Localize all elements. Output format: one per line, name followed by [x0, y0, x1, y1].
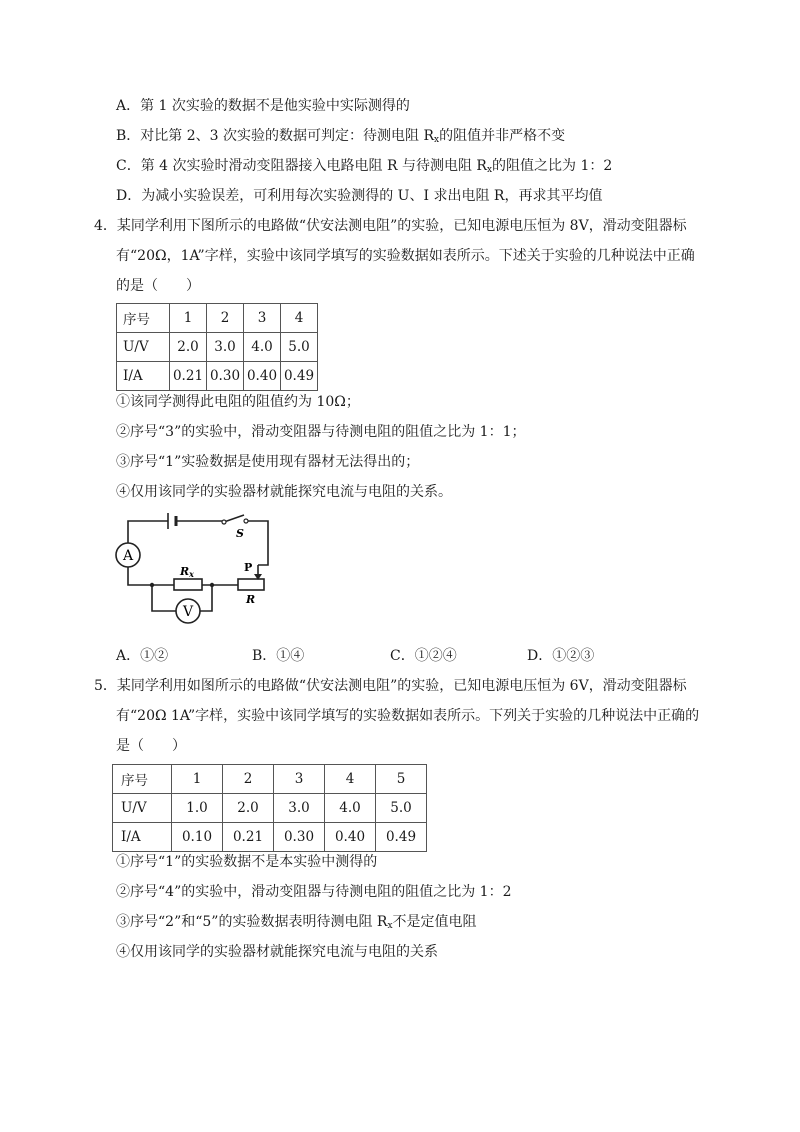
q4-stem-line1: 4．某同学利用下图所示的电路做“伏安法测电阻”的实验，已知电源电压恒为 8V，滑动变阻器标 [94, 218, 687, 234]
slider-label: P [244, 561, 253, 574]
table-cell: U/V [117, 333, 170, 362]
table-cell: 3.0 [274, 794, 325, 823]
q5-stem-line3: 是（ ） [116, 738, 186, 754]
table-cell: 1 [170, 304, 207, 333]
table-cell: 序号 [117, 304, 170, 333]
table-cell: 0.30 [207, 362, 244, 391]
q4-statement-4: ④仅用该同学的实验器材就能探究电流与电阻的关系。 [116, 484, 452, 500]
q4-statement-2: ②序号“3”的实验中，滑动变阻器与待测电阻的阻值之比为 1：1； [116, 424, 526, 440]
table-row-header [117, 304, 318, 333]
table-row-header [113, 765, 427, 794]
table-cell: 0.49 [376, 823, 427, 852]
q5-statement-3-text-end: 不是定值电阻 [392, 914, 477, 930]
table-cell: 序号 [113, 765, 172, 794]
q4-data-table [116, 303, 318, 391]
q4-statement-3: ③序号“1”实验数据是使用现有器材无法得出的； [116, 454, 420, 470]
table-cell: 1.0 [172, 794, 223, 823]
table-row-current [113, 823, 427, 852]
q4-stem-line2: 有“20Ω，1A”字样，实验中该同学填写的实验数据如表所示。下述关于实验的几种说法中正确 [116, 248, 695, 264]
rx-subscript: x [189, 569, 194, 579]
rheostat-label: R [246, 593, 256, 606]
table-cell: 3 [244, 304, 281, 333]
table-cell: 0.10 [172, 823, 223, 852]
q5-stem-line2: 有“20Ω 1A”字样，实验中该同学填写的实验数据如表所示。下列关于实验的几种说法中正确的 [116, 708, 700, 724]
option-c-text-end: 的阻值之比为 1：2 [492, 158, 613, 174]
table-cell: 4.0 [244, 333, 281, 362]
ammeter-label: A [122, 548, 134, 564]
table-cell: 4.0 [325, 794, 376, 823]
table-cell: 0.40 [244, 362, 281, 391]
table-cell: I/A [117, 362, 170, 391]
circuit-diagram [100, 505, 280, 630]
q5-statement-3 [116, 912, 477, 936]
table-cell: 4 [325, 765, 376, 794]
table-cell: 2 [207, 304, 244, 333]
table-cell: 2.0 [170, 333, 207, 362]
q4-choice-d: D．①②③ [527, 648, 595, 664]
q4-choice-b: B．①④ [252, 648, 305, 664]
option-d-prev: D．为减小实验误差，可利用每次实验测得的 U、I 求出电阻 R，再求其平均值 [116, 188, 603, 204]
table-cell: 4 [281, 304, 318, 333]
table-cell: 3 [274, 765, 325, 794]
q4-stem-line3: 的是（ ） [116, 278, 200, 294]
option-c-text: C．第 4 次实验时滑动变阻器接入电路电阻 R 与待测电阻 R [116, 158, 487, 174]
table-cell: U/V [113, 794, 172, 823]
table-cell: 5 [376, 765, 427, 794]
q5-statement-3-text: ③序号“2”和“5”的实验数据表明待测电阻 R [116, 914, 388, 930]
rx-letter: R [180, 565, 190, 578]
option-b-prev [116, 126, 565, 150]
table-cell: 2 [223, 765, 274, 794]
voltmeter-label: V [182, 604, 194, 620]
table-row-voltage [117, 333, 318, 362]
option-c-subscript: x [486, 165, 493, 175]
q5-statement-4: ④仅用该同学的实验器材就能探究电流与电阻的关系 [116, 944, 438, 960]
table-cell: 5.0 [281, 333, 318, 362]
q4-choice-c: C．①②④ [390, 648, 457, 664]
option-b-text: B．对比第 2、3 次实验的数据可判定：待测电阻 R [116, 128, 434, 144]
table-row-voltage [113, 794, 427, 823]
option-b-text-end: 的阻值并非严格不变 [439, 128, 566, 144]
table-row-current [117, 362, 318, 391]
table-cell: 0.30 [274, 823, 325, 852]
q5-stem-line1: 5．某同学利用如图所示的电路做“伏安法测电阻”的实验，已知电源电压恒为 6V，滑动变阻器标 [94, 678, 687, 694]
table-cell: 0.49 [281, 362, 318, 391]
q5-data-table [112, 764, 427, 852]
q5-statement-3-subscript: x [387, 921, 393, 931]
table-cell: 0.21 [223, 823, 274, 852]
table-cell: 2.0 [223, 794, 274, 823]
q4-choice-a: A．①② [116, 648, 169, 664]
table-cell: 0.40 [325, 823, 376, 852]
table-cell: 0.21 [170, 362, 207, 391]
q5-statement-1: ①序号“1”的实验数据不是本实验中测得的 [116, 854, 378, 870]
option-b-subscript: x [434, 135, 440, 145]
table-cell: I/A [113, 823, 172, 852]
option-c-prev [116, 156, 612, 180]
table-cell: 1 [172, 765, 223, 794]
q4-statement-1: ①该同学测得此电阻的阻值约为 10Ω； [116, 394, 360, 410]
q5-statement-2: ②序号“4”的实验中，滑动变阻器与待测电阻的阻值之比为 1：2 [116, 884, 512, 900]
table-cell: 5.0 [376, 794, 427, 823]
option-a-prev: A．第 1 次实验的数据不是他实验中实际测得的 [116, 98, 410, 114]
switch-label: S [236, 527, 244, 540]
table-cell: 3.0 [207, 333, 244, 362]
rx-label [179, 565, 194, 579]
